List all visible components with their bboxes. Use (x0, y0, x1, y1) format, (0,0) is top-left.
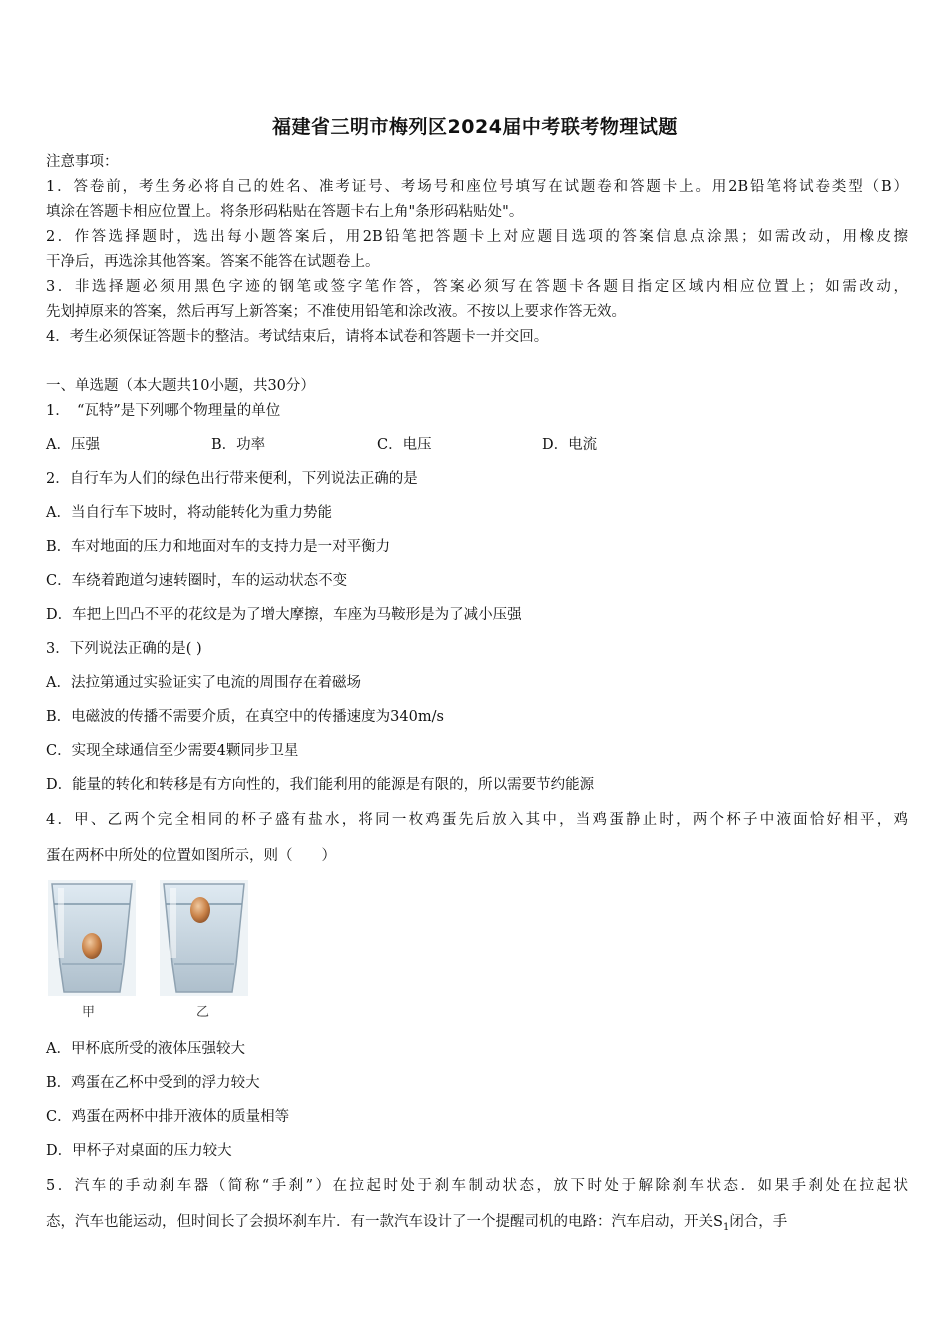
q3-option-b: B．电磁波的传播不需要介质，在真空中的传播速度为340m/s (46, 709, 444, 725)
q2-option-b: B．车对地面的压力和地面对车的支持力是一对平衡力 (46, 539, 391, 555)
q1-option-d: D．电流 (542, 437, 598, 453)
question-1-stem: 1． “瓦特”是下列哪个物理量的单位 (46, 403, 281, 419)
figure-label-yi: 乙 (196, 1005, 210, 1020)
notice-heading: 注意事项： (46, 154, 119, 170)
egg-yi (190, 897, 210, 923)
question-5-line-1: 5．汽车的手动刹车器（简称“手刹”）在拉起时处于刹车制动状态，放下时处于解除刹车状态．如果手刹处在拉起状 (46, 1178, 908, 1194)
q4-option-b: B．鸡蛋在乙杯中受到的浮力较大 (46, 1075, 260, 1091)
cup-jia (48, 880, 136, 996)
question-4-stem-line-1: 4．甲、乙两个完全相同的杯子盛有盐水，将同一枚鸡蛋先后放入其中，当鸡蛋静止时，两个杯子中液面恰好相平，鸡 (46, 812, 908, 828)
q2-option-a: A．当自行车下坡时，将动能转化为重力势能 (46, 505, 332, 521)
q2-option-d: D．车把上凹凸不平的花纹是为了增大摩擦，车座为马鞍形是为了减小压强 (46, 607, 522, 623)
question-4-stem-line-2: 蛋在两杯中所处的位置如图所示，则（ ） (46, 848, 336, 864)
q4-option-a: A．甲杯底所受的液体压强较大 (46, 1041, 245, 1057)
q5-line2-text (46, 1212, 787, 1238)
cup-yi (160, 880, 248, 996)
q1-option-c: C．电压 (377, 437, 432, 453)
notice-line-1: 1．答卷前，考生务必将自己的姓名、准考证号、考场号和座位号填写在试题卷和答题卡上。用2B铅笔将试卷类型（B） (46, 179, 908, 195)
egg-cups-figure (48, 880, 258, 1020)
q3-option-c: C．实现全球通信至少需要4颗同步卫星 (46, 743, 299, 759)
notice-line-5: 3．非选择题必须用黑色字迹的钢笔或签字笔作答，答案必须写在答题卡各题目指定区域内相应位置上；如需改动， (46, 279, 908, 295)
page-title: 福建省三明市梅列区2024届中考联考物理试题 (272, 116, 678, 138)
q3-option-d: D．能量的转化和转移是有方向性的，我们能利用的能源是有限的，所以需要节约能源 (46, 777, 595, 793)
q5-switch-subscript: 1 (722, 1221, 730, 1233)
q1-option-b: B．功率 (211, 437, 266, 453)
q4-option-d: D．甲杯子对桌面的压力较大 (46, 1143, 232, 1159)
q4-option-c: C．鸡蛋在两杯中排开液体的质量相等 (46, 1109, 290, 1125)
q2-option-c: C．车绕着跑道匀速转圈时，车的运动状态不变 (46, 573, 348, 589)
q5-line2-post: 闭合，手 (729, 1214, 788, 1230)
q1-option-a: A．压强 (46, 437, 100, 453)
q5-line2-pre: 态，汽车也能运动，但时间长了会损坏刹车片．有一款汽车设计了一个提醒司机的电路：汽车启动，开关S (46, 1214, 723, 1230)
egg-jia (82, 933, 102, 959)
notice-line-6: 先划掉原来的答案，然后再写上新答案；不准使用铅笔和涂改液。不按以上要求作答无效。 (46, 304, 626, 320)
figure-label-jia: 甲 (82, 1005, 96, 1020)
notice-line-7: 4．考生必须保证答题卡的整洁。考试结束后，请将本试卷和答题卡一并交回。 (46, 329, 549, 345)
question-5-line-2 (46, 1212, 908, 1238)
notice-line-2: 填涂在答题卡相应位置上。将条形码粘贴在答题卡右上角"条形码粘贴处"。 (46, 204, 524, 220)
egg-cups-illustration (48, 880, 258, 998)
notice-line-4: 干净后，再选涂其他答案。答案不能答在试题卷上。 (46, 254, 380, 270)
notice-line-3: 2．作答选择题时，选出每小题答案后，用2B铅笔把答题卡上对应题目选项的答案信息点涂黑；如需改动，用橡皮擦 (46, 229, 908, 245)
q3-option-a: A．法拉第通过实验证实了电流的周围存在着磁场 (46, 675, 361, 691)
section-heading: 一、单选题（本大题共10小题，共30分） (46, 378, 315, 394)
question-3-stem: 3．下列说法正确的是( ) (46, 641, 202, 657)
question-2-stem: 2．自行车为人们的绿色出行带来便利，下列说法正确的是 (46, 471, 418, 487)
